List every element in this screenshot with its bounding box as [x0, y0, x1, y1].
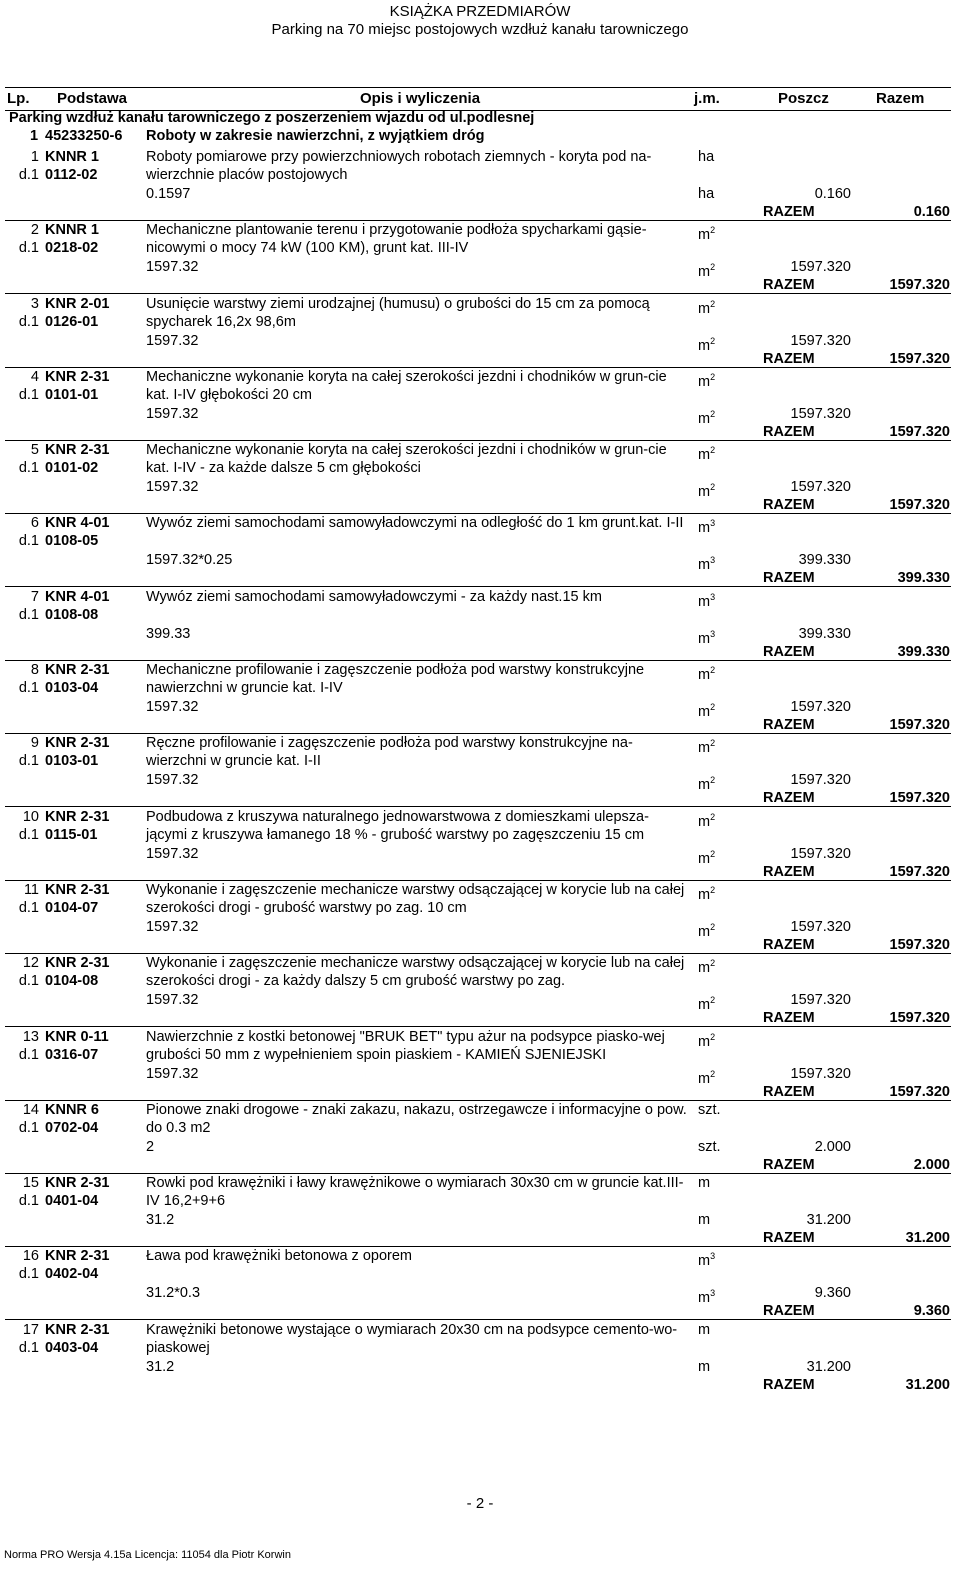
item-razem: RAZEM [763, 936, 815, 953]
item-razem: RAZEM [763, 790, 815, 807]
item-code1: KNR 4-01 [45, 515, 110, 532]
item-total: 1597.320 [889, 790, 950, 807]
item-unit: $m^2$ [698, 371, 716, 390]
item-num: 14 [22, 1101, 39, 1118]
item-razem: RAZEM [763, 570, 815, 587]
item-total: 1597.320 [889, 1010, 950, 1027]
item-razem: RAZEM [763, 423, 815, 440]
items-list [0, 148, 960, 1394]
item-num: 2 [30, 222, 39, 239]
item-qty: 1597.320 [790, 479, 851, 496]
item-formula: 1597.32 [146, 405, 199, 422]
item-desc: Wykonanie i zagęszczenie mechanicze warstwy odsączającej w korycie lub na całej szerokości drogi - grubość warstwy po zag. 10 cm [146, 881, 685, 916]
item-row [0, 954, 960, 1027]
item-code1: KNR 0-11 [45, 1028, 109, 1045]
item-razem: RAZEM [763, 350, 815, 367]
item-d: d.1 [18, 899, 39, 916]
unit-exponent: 2 [710, 738, 716, 749]
col-lp: Lp. [7, 90, 30, 107]
item-formula: 2 [146, 1138, 155, 1155]
unit-exponent: 2 [710, 995, 716, 1006]
footer-license: Norma PRO Wersja 4.15a Licencja: 11054 dla Piotr Korwin [4, 1549, 291, 1561]
item-qty: 1597.320 [790, 332, 851, 349]
item-formula: 1597.32 [146, 332, 199, 349]
item-unit: m [698, 1175, 711, 1192]
item-total: 9.360 [913, 1303, 950, 1320]
item-num: 8 [30, 662, 39, 679]
item-code1: KNNR 1 [45, 222, 99, 239]
item-desc: Nawierzchnie z kostki betonowej "BRUK BET" typu ażur na podsypce piasko-wej grubości 50 mm z wypełnieniem spoin piaskiem - KAMIEŃ SJENIEJSKI [146, 1028, 665, 1063]
item-code1: KNR 2-31 [45, 1321, 110, 1338]
item-desc: Podbudowa z kruszywa naturalnego jednowarstwowa z domieszkami ulepsza-jącymi z kruszywa łamanego 18 % - grubość warstwy po zagęszczeniu 15 cm [146, 808, 649, 843]
item-code2: 0108-08 [45, 606, 99, 623]
item-num: 11 [23, 881, 39, 898]
item-row [0, 514, 960, 587]
subsection-code: 45233250-6 [45, 128, 123, 144]
item-razem: RAZEM [763, 1010, 815, 1027]
subsection-row [0, 128, 960, 146]
item-unit: $m^2$ [698, 884, 716, 903]
item-code1: KNR 2-31 [45, 735, 110, 752]
unit-exponent: 3 [710, 518, 716, 529]
item-code2: 0103-01 [45, 753, 99, 770]
item-num: 9 [30, 735, 39, 752]
item-d: d.1 [18, 533, 39, 550]
item-desc: Pionowe znaki drogowe - znaki zakazu, nakazu, ostrzegawcze i informacyjne o pow. do 0.3 m2 [146, 1101, 687, 1136]
item-unit2: $m^3$ [698, 1288, 716, 1307]
item-formula: 31.2 [146, 1212, 175, 1229]
item-desc: Ława pod krawężniki betonowa z oporem [146, 1248, 412, 1265]
item-code1: KNR 2-31 [45, 955, 110, 972]
item-razem: RAZEM [763, 863, 815, 880]
item-row [0, 1101, 960, 1174]
item-total: 2.000 [913, 1156, 950, 1173]
col-poszcz: Poszcz [778, 90, 829, 107]
item-qty: 1597.320 [790, 918, 851, 935]
item-row [0, 221, 960, 294]
item-num: 6 [30, 515, 39, 532]
item-razem: RAZEM [763, 1156, 815, 1173]
item-qty: 399.330 [798, 625, 851, 642]
section-title: Parking wzdłuż kanału tarowniczego z poszerzeniem wjazdu od ul.podlesnej [9, 110, 535, 126]
document-title: KSIĄŻKA PRZEDMIARÓW [389, 3, 571, 20]
unit-exponent: 2 [710, 408, 716, 419]
item-formula: 1597.32 [146, 992, 199, 1009]
item-formula: 31.2 [146, 1358, 175, 1375]
item-code2: 0104-07 [45, 899, 99, 916]
item-row [0, 1174, 960, 1247]
item-razem: RAZEM [763, 277, 815, 294]
item-razem: RAZEM [763, 643, 815, 660]
unit-exponent: 2 [710, 445, 716, 456]
item-total: 31.200 [905, 1376, 950, 1393]
item-d: d.1 [18, 167, 39, 183]
item-code2: 0101-01 [45, 386, 99, 403]
item-qty: 9.360 [814, 1285, 851, 1302]
item-d: d.1 [18, 606, 39, 623]
item-num: 15 [22, 1175, 39, 1192]
col-jm: j.m. [694, 90, 720, 107]
item-unit: $m^2$ [698, 811, 716, 830]
item-unit: szt. [698, 1101, 721, 1118]
item-d: d.1 [18, 1119, 39, 1136]
item-code1: KNR 2-31 [45, 1175, 110, 1192]
item-num: 5 [30, 442, 39, 459]
item-formula: 399.33 [146, 625, 191, 642]
unit-exponent: 2 [710, 702, 716, 713]
item-row [0, 368, 960, 441]
unit-exponent: 2 [710, 298, 716, 309]
item-d: d.1 [18, 1046, 39, 1063]
item-total: 31.200 [905, 1230, 950, 1247]
item-formula: 1597.32 [146, 259, 199, 276]
unit-exponent: 2 [710, 811, 716, 822]
item-desc: Krawężniki betonowe wystające o wymiarach 20x30 cm na podsypce cemento-wo-piaskowej [146, 1321, 678, 1356]
item-unit: m [698, 1321, 711, 1338]
item-formula: 1597.32 [146, 918, 199, 935]
item-formula: 31.2*0.3 [146, 1285, 201, 1302]
item-code1: KNR 2-31 [45, 1248, 110, 1265]
item-desc: Wywóz ziemi samochodami samowyładowczymi - za każdy nast.15 km [146, 588, 602, 605]
item-desc: Wykonanie i zagęszczenie mechanicze warstwy odsączającej w korycie lub na całej szerokości drogi - za każdy dalszy 5 cm grubość warstwy po zag. [146, 955, 685, 990]
item-code2: 0108-05 [45, 533, 99, 550]
item-row [0, 1247, 960, 1320]
item-unit: $m^2$ [698, 298, 716, 317]
item-qty: 2.000 [814, 1138, 851, 1155]
item-num: 4 [30, 368, 39, 385]
item-row [0, 295, 960, 368]
item-d: d.1 [18, 1339, 39, 1356]
item-unit: $m^3$ [698, 518, 716, 537]
item-unit2: m [698, 1358, 711, 1375]
unit-exponent: 2 [710, 371, 716, 382]
item-row [0, 1321, 960, 1394]
item-razem: RAZEM [763, 204, 815, 220]
item-total: 1597.320 [889, 277, 950, 294]
item-formula: 1597.32 [146, 699, 199, 716]
item-unit2: $m^2$ [698, 262, 716, 281]
item-num: 17 [22, 1321, 39, 1338]
item-desc: Mechaniczne wykonanie koryta na całej szerokości jezdni i chodników w grun-cie kat. I-IV głębokości 20 cm [146, 368, 667, 403]
item-code1: KNR 2-31 [45, 368, 110, 385]
item-total: 1597.320 [889, 936, 950, 953]
item-unit2: ha [698, 186, 715, 202]
item-num: 16 [22, 1248, 39, 1265]
col-opis: Opis i wyliczenia [360, 90, 481, 107]
item-d: d.1 [18, 313, 39, 330]
unit-exponent: 3 [710, 628, 716, 639]
item-d: d.1 [18, 826, 39, 843]
item-qty: 1597.320 [790, 772, 851, 789]
item-code2: 0401-04 [45, 1193, 99, 1210]
item-unit2: $m^2$ [698, 482, 716, 501]
unit-exponent: 3 [710, 555, 716, 566]
item-code1: KNR 4-01 [45, 588, 110, 605]
item-unit2: $m^3$ [698, 555, 716, 574]
item-desc: Roboty pomiarowe przy powierzchniowych robotach ziemnych - koryta pod na-wierzchnie placów postojowych [146, 149, 652, 183]
item-code2: 0103-04 [45, 680, 99, 697]
unit-exponent: 3 [710, 1251, 716, 1262]
item-unit2: $m^2$ [698, 702, 716, 720]
item-code2: 0702-04 [45, 1119, 99, 1136]
item-razem: RAZEM [763, 1303, 815, 1320]
page-number: - 2 - [466, 1495, 494, 1512]
item-qty: 31.200 [806, 1212, 851, 1229]
item-unit: $m^2$ [698, 445, 716, 464]
item-unit2: $m^2$ [698, 921, 716, 940]
item-row [0, 148, 960, 221]
item-formula: 1597.32 [146, 772, 199, 789]
item-qty: 0.160 [814, 186, 851, 202]
item-row [0, 661, 960, 734]
item-code1: KNR 2-31 [45, 808, 110, 825]
item-unit2: $m^2$ [698, 848, 716, 867]
unit-exponent: 2 [710, 665, 716, 676]
item-qty: 31.200 [806, 1358, 851, 1375]
item-unit2: $m^2$ [698, 408, 716, 427]
item-razem: RAZEM [763, 497, 815, 514]
item-unit2: $m^3$ [698, 628, 716, 647]
col-razem: Razem [876, 90, 925, 107]
item-unit2: $m^2$ [698, 775, 716, 794]
item-unit2: $m^2$ [698, 1068, 716, 1087]
item-code2: 0115-01 [45, 826, 98, 843]
item-num: 13 [22, 1028, 39, 1045]
item-d: d.1 [18, 1266, 39, 1283]
unit-exponent: 2 [710, 225, 716, 236]
subsection-title: Roboty w zakresie nawierzchni, z wyjątkiem dróg [146, 128, 485, 144]
item-total: 1597.320 [889, 1083, 950, 1100]
item-qty: 1597.320 [790, 845, 851, 862]
item-code2: 0112-02 [45, 167, 98, 183]
item-code1: KNR 2-01 [45, 295, 110, 312]
item-d: d.1 [18, 973, 39, 990]
unit-exponent: 2 [710, 921, 716, 932]
item-total: 399.330 [897, 570, 950, 587]
table-header [5, 87, 951, 111]
unit-exponent: 2 [710, 848, 716, 859]
item-razem: RAZEM [763, 1376, 815, 1393]
col-podstawa: Podstawa [57, 90, 128, 107]
item-row [0, 808, 960, 881]
item-d: d.1 [18, 680, 39, 697]
item-num: 1 [30, 149, 39, 165]
item-d: d.1 [18, 386, 39, 403]
item-total: 1597.320 [889, 717, 950, 734]
item-total: 1597.320 [889, 423, 950, 440]
item-code1: KNR 2-31 [45, 881, 110, 898]
document-subtitle: Parking na 70 miejsc postojowych wzdłuż kanału tarowniczego [271, 21, 689, 38]
item-code2: 0218-02 [45, 240, 99, 257]
item-formula: 1597.32*0.25 [146, 552, 233, 569]
unit-exponent: 2 [710, 482, 716, 493]
unit-exponent: 2 [710, 335, 716, 346]
item-qty: 1597.320 [790, 699, 851, 716]
item-code2: 0402-04 [45, 1266, 99, 1283]
unit-exponent: 3 [710, 1288, 716, 1299]
item-d: d.1 [18, 240, 39, 257]
item-num: 3 [30, 295, 39, 312]
item-code2: 0126-01 [45, 313, 99, 330]
item-code1: KNR 2-31 [45, 662, 110, 679]
item-code2: 0316-07 [45, 1046, 99, 1063]
item-razem: RAZEM [763, 1083, 815, 1100]
item-desc: Mechaniczne profilowanie i zagęszczenie podłoża pod warstwy konstrukcyjne nawierzchni w gruncie kat. I-IV [146, 662, 645, 697]
item-desc: Usunięcie warstwy ziemi urodzajnej (humusu) o grubości do 15 cm za pomocą spycharek 16,2x 98,6m [146, 295, 650, 330]
item-code1: KNNR 1 [45, 149, 99, 165]
item-num: 10 [22, 808, 39, 825]
item-razem: RAZEM [763, 717, 815, 734]
item-unit: $m^3$ [698, 1251, 716, 1270]
item-qty: 1597.320 [790, 1065, 851, 1082]
unit-exponent: 2 [710, 1031, 716, 1042]
item-qty: 1597.320 [790, 405, 851, 422]
item-desc: Rowki pod krawężniki i ławy krawężnikowe o wymiarach 30x30 cm w gruncie kat.III-IV 16,2+9+6 [146, 1175, 684, 1210]
item-code2: 0101-02 [45, 460, 99, 477]
unit-exponent: 2 [710, 1068, 716, 1079]
item-row [0, 588, 960, 661]
unit-exponent: 2 [710, 884, 716, 895]
item-unit: ha [698, 149, 715, 165]
unit-exponent: 3 [710, 591, 716, 602]
item-unit2: szt. [698, 1138, 721, 1155]
item-d: d.1 [18, 1193, 39, 1210]
unit-exponent: 2 [710, 262, 716, 273]
item-d: d.1 [18, 753, 39, 770]
item-unit: $m^2$ [698, 958, 716, 977]
item-row [0, 881, 960, 954]
subsection-num: 1 [30, 128, 39, 144]
item-qty: 1597.320 [790, 259, 851, 276]
unit-exponent: 2 [710, 775, 716, 786]
item-row [0, 1028, 960, 1101]
item-d: d.1 [18, 460, 39, 477]
item-code1: KNNR 6 [45, 1101, 99, 1118]
item-total: 0.160 [913, 204, 950, 220]
item-desc: Mechaniczne wykonanie koryta na całej szerokości jezdni i chodników w grun-cie kat. I-IV - za każde dalsze 5 cm głębokości [146, 442, 667, 477]
item-formula: 1597.32 [146, 845, 199, 862]
item-formula: 0.1597 [146, 186, 191, 202]
unit-exponent: 2 [710, 958, 716, 969]
item-row [0, 734, 960, 807]
item-qty: 399.330 [798, 552, 851, 569]
item-total: 399.330 [897, 643, 950, 660]
item-total: 1597.320 [889, 863, 950, 880]
item-unit: $m^2$ [698, 225, 716, 244]
item-formula: 1597.32 [146, 479, 199, 496]
item-num: 7 [30, 588, 39, 605]
item-unit2: m [698, 1212, 711, 1229]
item-row [0, 441, 960, 514]
item-razem: RAZEM [763, 1230, 815, 1247]
item-code1: KNR 2-31 [45, 442, 110, 459]
item-unit: $m^3$ [698, 591, 716, 610]
item-qty: 1597.320 [790, 992, 851, 1009]
item-unit2: $m^2$ [698, 335, 716, 354]
item-num: 12 [22, 955, 39, 972]
item-unit: $m^2$ [698, 665, 716, 683]
item-total: 1597.320 [889, 350, 950, 367]
item-formula: 1597.32 [146, 1065, 199, 1082]
item-desc: Ręczne profilowanie i zagęszczenie podłoża pod warstwy konstrukcyjne na-wierzchni w gruncie kat. I-II [146, 735, 633, 770]
item-unit2: $m^2$ [698, 995, 716, 1014]
item-unit: $m^2$ [698, 738, 716, 757]
item-desc: Mechaniczne plantowanie terenu i przygotowanie podłoża spycharkami gąsie-nicowymi o mocy 74 kW (100 KM), grunt kat. III-IV [146, 222, 647, 257]
item-code2: 0403-04 [45, 1339, 99, 1356]
item-desc: Wywóz ziemi samochodami samowyładowczymi na odległość do 1 km grunt.kat. I-II [146, 515, 684, 532]
item-total: 1597.320 [889, 497, 950, 514]
item-code2: 0104-08 [45, 973, 99, 990]
item-unit: $m^2$ [698, 1031, 716, 1050]
